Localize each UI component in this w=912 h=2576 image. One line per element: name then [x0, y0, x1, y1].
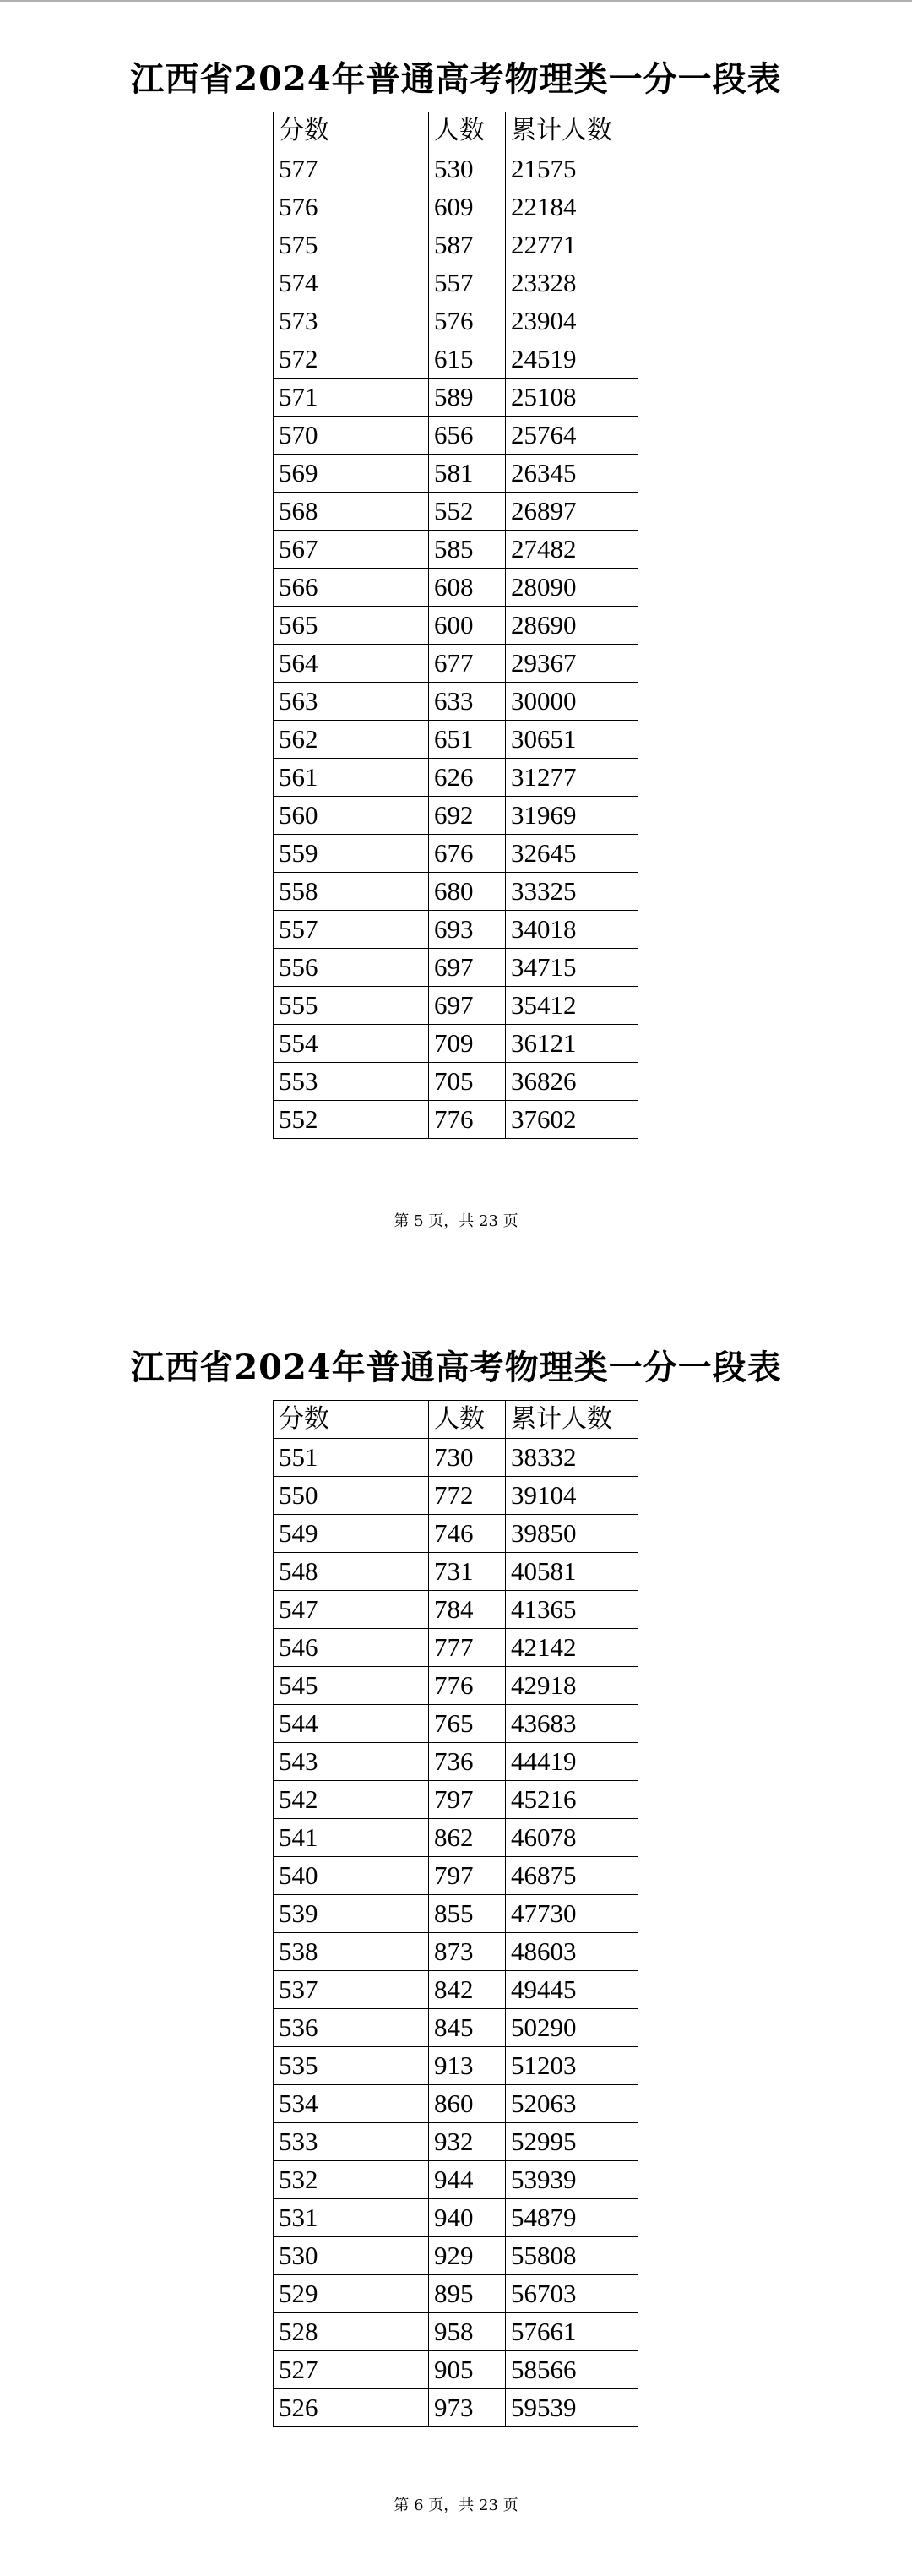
cell-score: 560 — [274, 797, 429, 835]
cell-score: 540 — [274, 1857, 429, 1895]
cell-count: 895 — [429, 2275, 506, 2313]
table-row — [274, 569, 638, 607]
cell-cumulative: 34715 — [506, 949, 638, 987]
cell-count: 797 — [429, 1857, 506, 1895]
table-row — [274, 721, 638, 759]
table-row — [274, 683, 638, 721]
cell-count: 797 — [429, 1781, 506, 1819]
page-title: 江西省2024年普通高考物理类一分一段表 — [130, 1348, 782, 1387]
table-row — [274, 1063, 638, 1101]
cell-count: 581 — [429, 455, 506, 493]
table-row — [274, 2389, 638, 2427]
cell-score: 533 — [274, 2123, 429, 2161]
cell-count: 746 — [429, 1515, 506, 1553]
cell-count: 680 — [429, 873, 506, 911]
table-row — [274, 607, 638, 645]
cell-count: 609 — [429, 188, 506, 226]
cell-score: 563 — [274, 683, 429, 721]
cell-score: 573 — [274, 302, 429, 340]
cell-score: 571 — [274, 379, 429, 417]
cell-score: 566 — [274, 569, 429, 607]
table-row — [274, 1591, 638, 1629]
cell-score: 552 — [274, 1101, 429, 1139]
cell-score: 551 — [274, 1439, 429, 1477]
cell-score: 545 — [274, 1667, 429, 1705]
table-row — [274, 1933, 638, 1971]
table-row — [274, 1667, 638, 1705]
cell-cumulative: 30651 — [506, 721, 638, 759]
cell-cumulative: 42142 — [506, 1629, 638, 1667]
cell-score: 574 — [274, 264, 429, 302]
cell-count: 633 — [429, 683, 506, 721]
cell-count: 932 — [429, 2123, 506, 2161]
cell-cumulative: 33325 — [506, 873, 638, 911]
cell-count: 958 — [429, 2313, 506, 2351]
table-row — [274, 340, 638, 379]
table-row — [274, 2275, 638, 2313]
cell-count: 656 — [429, 417, 506, 455]
cell-score: 554 — [274, 1025, 429, 1063]
page-title: 江西省2024年普通高考物理类一分一段表 — [130, 59, 782, 99]
cell-cumulative: 32645 — [506, 835, 638, 873]
table-row — [274, 1781, 638, 1819]
table-row — [274, 1743, 638, 1781]
table-row — [274, 1819, 638, 1857]
cell-count: 765 — [429, 1705, 506, 1743]
table-row — [274, 835, 638, 873]
cell-cumulative: 34018 — [506, 911, 638, 949]
cell-count: 697 — [429, 987, 506, 1025]
cell-cumulative: 54879 — [506, 2199, 638, 2237]
table-row — [274, 1857, 638, 1895]
cell-score: 530 — [274, 2237, 429, 2275]
cell-score: 561 — [274, 759, 429, 797]
table-row — [274, 455, 638, 493]
cell-count: 944 — [429, 2161, 506, 2199]
header-cumulative: 累计人数 — [506, 1401, 638, 1439]
cell-cumulative: 59539 — [506, 2389, 638, 2427]
cell-score: 528 — [274, 2313, 429, 2351]
cell-cumulative: 21575 — [506, 150, 638, 188]
cell-count: 615 — [429, 340, 506, 379]
table-row — [274, 264, 638, 302]
cell-cumulative: 22184 — [506, 188, 638, 226]
cell-count: 736 — [429, 1743, 506, 1781]
table-row — [274, 2009, 638, 2047]
cell-cumulative: 26897 — [506, 493, 638, 531]
table-row — [274, 2085, 638, 2123]
cell-count: 676 — [429, 835, 506, 873]
table-row — [274, 1025, 638, 1063]
cell-count: 693 — [429, 911, 506, 949]
cell-score: 577 — [274, 150, 429, 188]
cell-score: 548 — [274, 1553, 429, 1591]
cell-score: 537 — [274, 1971, 429, 2009]
cell-score: 565 — [274, 607, 429, 645]
cell-score: 535 — [274, 2047, 429, 2085]
cell-count: 589 — [429, 379, 506, 417]
cell-cumulative: 41365 — [506, 1591, 638, 1629]
cell-score: 564 — [274, 645, 429, 683]
cell-cumulative: 35412 — [506, 987, 638, 1025]
cell-cumulative: 39850 — [506, 1515, 638, 1553]
table-row — [274, 2313, 638, 2351]
table-row — [274, 759, 638, 797]
cell-cumulative: 53939 — [506, 2161, 638, 2199]
cell-score: 550 — [274, 1477, 429, 1515]
top-divider — [0, 0, 912, 2]
table-row — [274, 873, 638, 911]
cell-cumulative: 46875 — [506, 1857, 638, 1895]
cell-count: 776 — [429, 1101, 506, 1139]
cell-score: 541 — [274, 1819, 429, 1857]
cell-cumulative: 27482 — [506, 531, 638, 569]
cell-count: 677 — [429, 645, 506, 683]
cell-count: 585 — [429, 531, 506, 569]
cell-cumulative: 43683 — [506, 1705, 638, 1743]
header-count: 人数 — [429, 112, 506, 150]
table-row — [274, 1629, 638, 1667]
table-row — [274, 2351, 638, 2389]
cell-score: 527 — [274, 2351, 429, 2389]
cell-cumulative: 52063 — [506, 2085, 638, 2123]
cell-score: 572 — [274, 340, 429, 379]
cell-count: 973 — [429, 2389, 506, 2427]
cell-count: 651 — [429, 721, 506, 759]
cell-cumulative: 38332 — [506, 1439, 638, 1477]
cell-score: 556 — [274, 949, 429, 987]
table-row — [274, 949, 638, 987]
cell-score: 559 — [274, 835, 429, 873]
cell-cumulative: 45216 — [506, 1781, 638, 1819]
table-row — [274, 797, 638, 835]
cell-score: 569 — [274, 455, 429, 493]
table-row — [274, 2199, 638, 2237]
cell-count: 940 — [429, 2199, 506, 2237]
cell-cumulative: 51203 — [506, 2047, 638, 2085]
cell-cumulative: 48603 — [506, 1933, 638, 1971]
table-row — [274, 150, 638, 188]
cell-score: 570 — [274, 417, 429, 455]
cell-cumulative: 29367 — [506, 645, 638, 683]
cell-score: 575 — [274, 226, 429, 264]
cell-score: 567 — [274, 531, 429, 569]
cell-cumulative: 26345 — [506, 455, 638, 493]
cell-cumulative: 23904 — [506, 302, 638, 340]
cell-count: 587 — [429, 226, 506, 264]
table-row — [274, 1439, 638, 1477]
table-row — [274, 1553, 638, 1591]
cell-cumulative: 39104 — [506, 1477, 638, 1515]
cell-count: 705 — [429, 1063, 506, 1101]
cell-cumulative: 28090 — [506, 569, 638, 607]
cell-cumulative: 57661 — [506, 2313, 638, 2351]
cell-score: 543 — [274, 1743, 429, 1781]
cell-cumulative: 55808 — [506, 2237, 638, 2275]
cell-count: 709 — [429, 1025, 506, 1063]
cell-score: 534 — [274, 2085, 429, 2123]
cell-count: 697 — [429, 949, 506, 987]
cell-score: 526 — [274, 2389, 429, 2427]
header-score: 分数 — [274, 1401, 429, 1439]
cell-cumulative: 40581 — [506, 1553, 638, 1591]
cell-score: 529 — [274, 2275, 429, 2313]
cell-score: 557 — [274, 911, 429, 949]
cell-score: 536 — [274, 2009, 429, 2047]
cell-count: 862 — [429, 1819, 506, 1857]
cell-cumulative: 30000 — [506, 683, 638, 721]
cell-score: 539 — [274, 1895, 429, 1933]
cell-count: 855 — [429, 1895, 506, 1933]
table-row — [274, 2047, 638, 2085]
table-row — [274, 302, 638, 340]
cell-cumulative: 25764 — [506, 417, 638, 455]
table-row — [274, 2237, 638, 2275]
cell-score: 558 — [274, 873, 429, 911]
table-row — [274, 2161, 638, 2199]
cell-score: 562 — [274, 721, 429, 759]
cell-cumulative: 42918 — [506, 1667, 638, 1705]
cell-cumulative: 36121 — [506, 1025, 638, 1063]
cell-cumulative: 28690 — [506, 607, 638, 645]
table-row — [274, 493, 638, 531]
cell-count: 772 — [429, 1477, 506, 1515]
table-row — [274, 645, 638, 683]
cell-score: 542 — [274, 1781, 429, 1819]
cell-count: 576 — [429, 302, 506, 340]
table-row — [274, 188, 638, 226]
cell-cumulative: 36826 — [506, 1063, 638, 1101]
table-row — [274, 1705, 638, 1743]
table-row — [274, 987, 638, 1025]
cell-score: 576 — [274, 188, 429, 226]
cell-count: 784 — [429, 1591, 506, 1629]
header-score: 分数 — [274, 112, 429, 150]
score-table — [273, 112, 638, 1139]
table-row — [274, 226, 638, 264]
header-cumulative: 累计人数 — [506, 112, 638, 150]
cell-cumulative: 50290 — [506, 2009, 638, 2047]
table-row — [274, 1895, 638, 1933]
cell-cumulative: 22771 — [506, 226, 638, 264]
cell-score: 549 — [274, 1515, 429, 1553]
cell-count: 929 — [429, 2237, 506, 2275]
table-row — [274, 531, 638, 569]
table-row — [274, 1477, 638, 1515]
table-header-row — [274, 112, 638, 150]
cell-score: 568 — [274, 493, 429, 531]
cell-cumulative: 52995 — [506, 2123, 638, 2161]
cell-count: 777 — [429, 1629, 506, 1667]
cell-count: 873 — [429, 1933, 506, 1971]
cell-score: 555 — [274, 987, 429, 1025]
cell-count: 845 — [429, 2009, 506, 2047]
table-row — [274, 1101, 638, 1139]
cell-count: 692 — [429, 797, 506, 835]
cell-count: 731 — [429, 1553, 506, 1591]
cell-cumulative: 56703 — [506, 2275, 638, 2313]
page-footer: 第 5 页，共 23 页 — [394, 1212, 518, 1230]
cell-score: 531 — [274, 2199, 429, 2237]
cell-score: 544 — [274, 1705, 429, 1743]
cell-score: 547 — [274, 1591, 429, 1629]
cell-score: 546 — [274, 1629, 429, 1667]
cell-cumulative: 47730 — [506, 1895, 638, 1933]
cell-score: 538 — [274, 1933, 429, 1971]
cell-count: 860 — [429, 2085, 506, 2123]
page-footer: 第 6 页，共 23 页 — [394, 2497, 518, 2514]
cell-count: 600 — [429, 607, 506, 645]
cell-score: 553 — [274, 1063, 429, 1101]
score-table — [273, 1400, 638, 2427]
cell-cumulative: 24519 — [506, 340, 638, 379]
cell-cumulative: 37602 — [506, 1101, 638, 1139]
cell-count: 626 — [429, 759, 506, 797]
cell-cumulative: 25108 — [506, 379, 638, 417]
cell-count: 557 — [429, 264, 506, 302]
cell-count: 530 — [429, 150, 506, 188]
table-row — [274, 1971, 638, 2009]
cell-cumulative: 49445 — [506, 1971, 638, 2009]
cell-count: 905 — [429, 2351, 506, 2389]
cell-cumulative: 23328 — [506, 264, 638, 302]
cell-count: 552 — [429, 493, 506, 531]
table-row — [274, 417, 638, 455]
cell-count: 842 — [429, 1971, 506, 2009]
header-count: 人数 — [429, 1401, 506, 1439]
table-row — [274, 1515, 638, 1553]
cell-cumulative: 44419 — [506, 1743, 638, 1781]
table-row — [274, 911, 638, 949]
cell-count: 608 — [429, 569, 506, 607]
cell-count: 730 — [429, 1439, 506, 1477]
table-row — [274, 2123, 638, 2161]
table-header-row — [274, 1401, 638, 1439]
cell-cumulative: 31277 — [506, 759, 638, 797]
cell-count: 913 — [429, 2047, 506, 2085]
cell-cumulative: 31969 — [506, 797, 638, 835]
table-row — [274, 379, 638, 417]
cell-cumulative: 58566 — [506, 2351, 638, 2389]
cell-cumulative: 46078 — [506, 1819, 638, 1857]
cell-count: 776 — [429, 1667, 506, 1705]
cell-score: 532 — [274, 2161, 429, 2199]
